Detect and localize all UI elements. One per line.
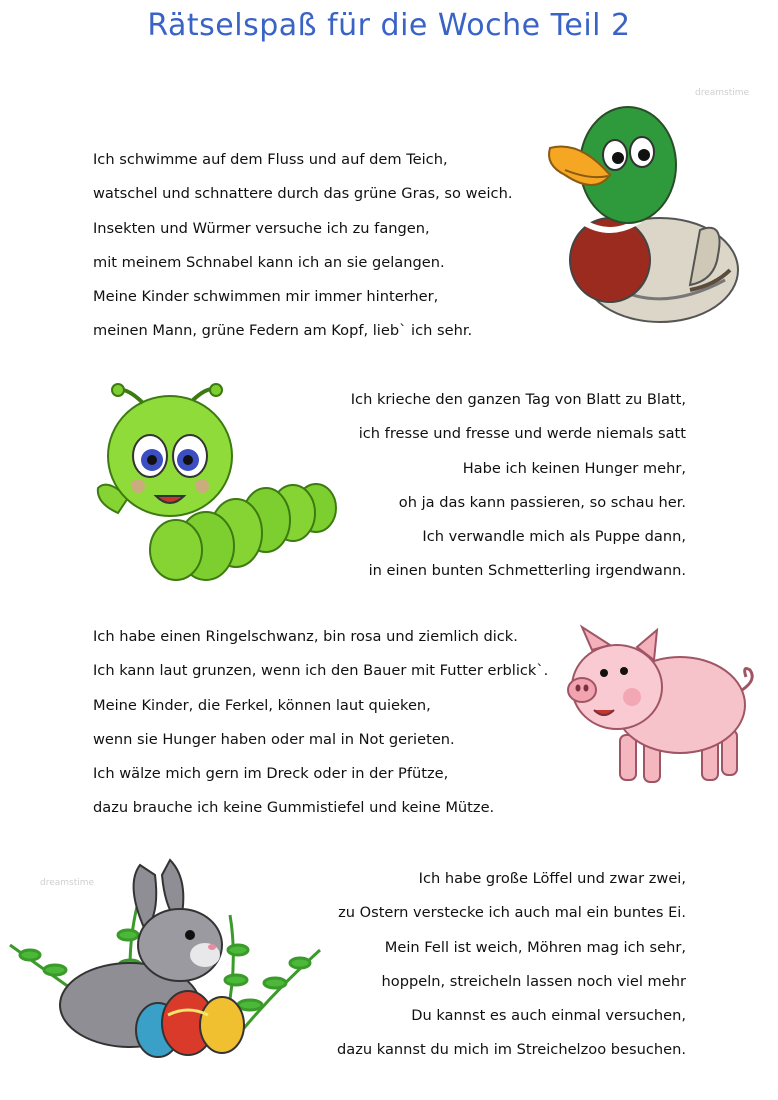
riddle-pig-text xyxy=(93,620,548,826)
verse-line: zu Ostern verstecke ich auch mal ein buntes Ei. xyxy=(338,904,686,922)
verse-line: meinen Mann, grüne Federn am Kopf, lieb` ich sehr. xyxy=(93,322,473,340)
pig-illustration xyxy=(562,625,757,790)
verse-line: Ich krieche den ganzen Tag von Blatt zu Blatt, xyxy=(350,391,686,408)
verse-line: Insekten und Würmer versuche ich zu fangen, xyxy=(93,219,430,237)
svg-text:dreamstime: dreamstime xyxy=(40,878,95,888)
verse-line: wenn sie Hunger haben oder mal in Not gerieten. xyxy=(93,730,455,748)
verse-line: in einen bunten Schmetterling irgendwann. xyxy=(368,562,686,580)
verse-line: hoppeln, streicheln lassen noch viel mehr xyxy=(381,972,686,990)
page-title: Rätselspaß für die Woche Teil 2 xyxy=(147,8,631,43)
verse-line: Ich verwandle mich als Puppe dann, xyxy=(422,528,686,546)
rabbit-illustration xyxy=(0,855,325,1065)
verse-line: Ich habe große Löffel und zwar zwei, xyxy=(418,870,686,887)
riddle-caterpillar-text xyxy=(351,383,686,589)
verse-line: dazu kannst du mich im Streichelzoo besuchen. xyxy=(337,1041,686,1059)
verse-line: Meine Kinder schwimmen mir immer hinterher, xyxy=(93,288,439,306)
verse-line: Ich habe einen Ringelschwanz, bin rosa und ziemlich dick. xyxy=(93,628,518,645)
caterpillar-illustration xyxy=(88,378,338,593)
verse-line: Ich kann laut grunzen, wenn ich den Bauer mit Futter erblick`. xyxy=(93,662,549,680)
verse-line: oh ja das kann passieren, so schau her. xyxy=(398,493,686,511)
svg-text:dreamstime: dreamstime xyxy=(695,88,750,98)
verse-line: Ich schwimme auf dem Fluss und auf dem Teich, xyxy=(93,151,448,168)
verse-line: Meine Kinder, die Ferkel, können laut quieken, xyxy=(93,696,431,714)
verse-line: Ich wälze mich gern im Dreck oder in der Pfütze, xyxy=(93,765,449,783)
verse-line: Habe ich keinen Hunger mehr, xyxy=(462,459,686,477)
riddle-duck-text xyxy=(93,143,512,349)
verse-line: dazu brauche ich keine Gummistiefel und keine Mütze. xyxy=(93,799,495,817)
verse-line: Mein Fell ist weich, Möhren mag ich sehr, xyxy=(384,938,686,956)
duck-illustration xyxy=(540,80,750,330)
verse-line: ich fresse und fresse und werde niemals satt xyxy=(358,425,686,443)
verse-line: mit meinem Schnabel kann ich an sie gelangen. xyxy=(93,253,445,271)
riddle-rabbit-text xyxy=(337,862,686,1068)
verse-line: Du kannst es auch einmal versuchen, xyxy=(411,1007,686,1025)
verse-line: watschel und schnattere durch das grüne Gras, so weich. xyxy=(93,185,513,203)
